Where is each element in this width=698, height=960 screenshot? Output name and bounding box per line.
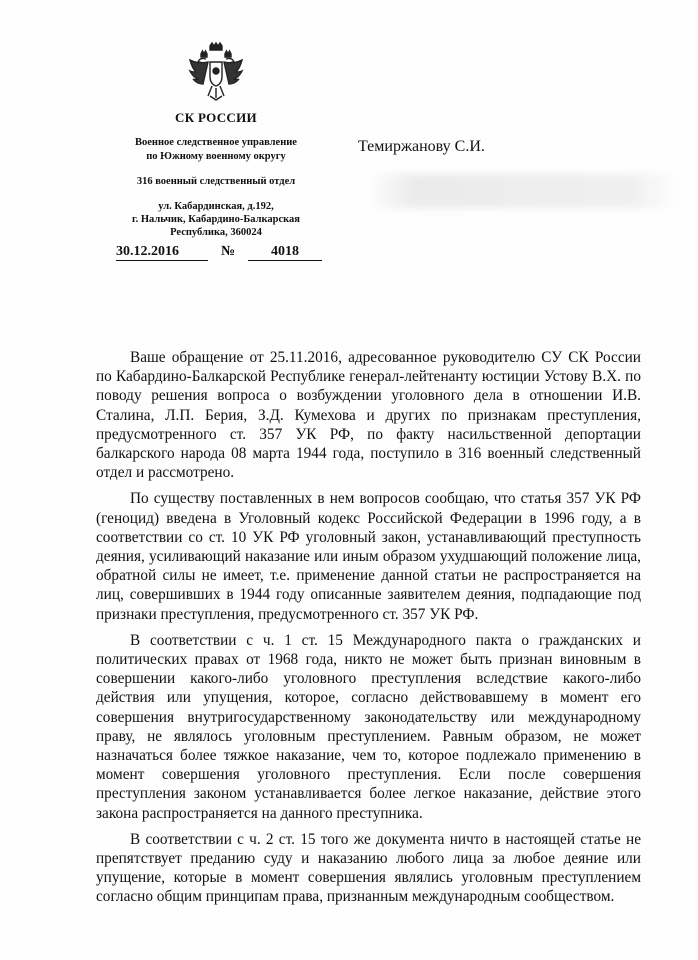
double-headed-eagle-emblem-icon [184, 40, 248, 104]
registration-number-label: № [220, 244, 236, 259]
department-line: Военное следственное управление [135, 137, 297, 148]
organization-name: СК РОССИИ [175, 110, 257, 125]
registration-line [116, 244, 322, 261]
department-line: по Южному военному округу [146, 151, 286, 162]
recipient-name: Темиржанову С.И. [358, 138, 485, 155]
department-block [96, 136, 336, 164]
body-paragraph: В соответствии с ч. 1 ст. 15 Международного пакта о гражданских и политических правах от 1968 года, никто не может быть признан виновным в совершении какого-либо уголовного преступления вследствие какого-либо действия или упущения, которое, согласно действовавшему в момент его совершения внутригосударственному законодательству или международному праву, не являлось уголовным преступлением. Равным образом, не может назначаться более тяжкое наказание, чем то, которое подлежало применению в момент совершения уголовного преступления. Если после совершения преступления законом устанавливается более легкое наказание, действие этого закона распространяется на данного преступника. [96, 631, 641, 822]
body-paragraph: По существу поставленных в нем вопросов сообщаю, что статья 357 УК РФ (геноцид) введена в Уголовный кодекс Российской Федерации в 1996 году, а в соответствии со ст. 10 УК РФ уголовный закон, устанавливающий преступность деяния, усиливающий наказание или иным образом ухудшающий положение лица, обратной силы не имеет, т.е. применение данной статьи не распространяется на лиц, совершивших в 1944 году описанные заявителем деяния, подпадающие под признаки преступления, предусмотренного ст. 357 УК РФ. [96, 490, 641, 623]
unit-name: 316 военный следственный отдел [136, 176, 296, 187]
registration-date: 30.12.2016 [116, 244, 208, 261]
letter-body [96, 348, 641, 914]
address-line: Республика, 360024 [170, 227, 262, 238]
registration-number: 4018 [248, 244, 322, 261]
redacted-address [368, 174, 678, 208]
body-paragraph: Ваше обращение от 25.11.2016, адресованное руководителю СУ СК России по Кабардино-Балкарской Республике генерал-лейтенанту юстиции Устову В.Х. по поводу решения вопроса о возбуждении уголовного дела в отношении И.В. Сталина, Л.П. Берия, З.Д. Кумехова и других по признакам преступления, предусмотренного ст. 357 УК РФ, по факту насильственной депортации балкарского народа 08 марта 1944 года, поступило в 316 военный следственный отдел и рассмотрено. [96, 349, 641, 482]
address-line: г. Нальчик, Кабардино-Балкарская [132, 214, 300, 225]
address-block [96, 200, 336, 239]
body-paragraph: В соответствии с ч. 2 ст. 15 того же документа ничто в настоящей статье не препятствует преданию суду и наказанию любого лица за любое деяние или упущение, которые в момент совершения являлись уголовным преступлением согласно общим принципам права, признанным международным сообществом. [96, 830, 641, 906]
address-line: ул. Кабардинская, д.192, [158, 201, 274, 212]
